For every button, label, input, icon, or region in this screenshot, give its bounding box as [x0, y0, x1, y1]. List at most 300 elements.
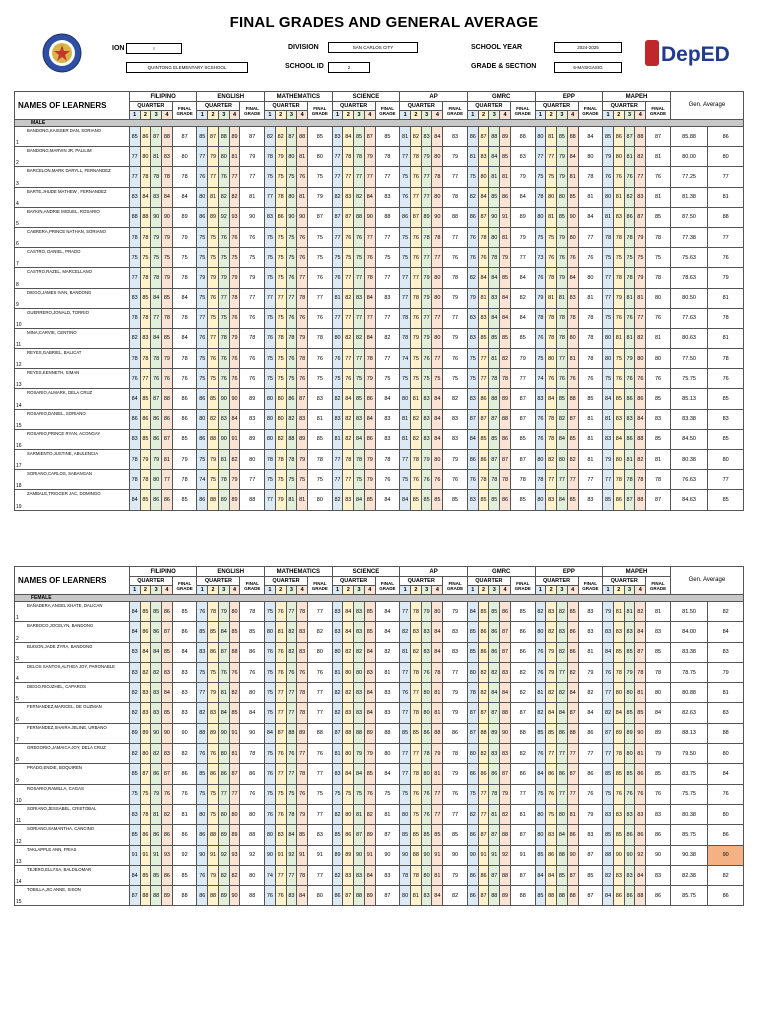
quarter-grade-cell[interactable]: 77 [546, 147, 557, 167]
quarter-grade-cell[interactable]: 77 [546, 470, 557, 490]
final-grade-cell[interactable]: 78 [443, 268, 468, 288]
final-grade-cell[interactable]: 81 [646, 187, 671, 207]
quarter-grade-cell[interactable]: 87 [467, 723, 478, 743]
quarter-grade-cell[interactable]: 85 [478, 602, 489, 622]
quarter-grade-cell[interactable]: 84 [354, 764, 365, 784]
final-grade-cell[interactable]: 82 [375, 328, 400, 348]
average-cell[interactable]: 81.38 [670, 187, 707, 207]
quarter-grade-cell[interactable]: 81 [354, 804, 365, 824]
final-grade-cell[interactable]: 81 [510, 804, 535, 824]
quarter-grade-cell[interactable]: 81 [400, 642, 411, 662]
final-grade-cell[interactable]: 83 [308, 389, 333, 409]
quarter-grade-cell[interactable]: 77 [410, 683, 421, 703]
quarter-grade-cell[interactable]: 78 [400, 308, 411, 328]
quarter-grade-cell[interactable]: 88 [208, 429, 219, 449]
quarter-grade-cell[interactable]: 87 [624, 127, 635, 147]
quarter-grade-cell[interactable]: 85 [129, 127, 140, 147]
quarter-grade-cell[interactable]: 82 [162, 804, 173, 824]
final-grade-cell[interactable]: 79 [240, 268, 265, 288]
quarter-grade-cell[interactable]: 82 [343, 683, 354, 703]
quarter-grade-cell[interactable]: 85 [229, 703, 240, 723]
quarter-grade-cell[interactable]: 76 [208, 349, 219, 369]
quarter-grade-cell[interactable]: 84 [364, 683, 375, 703]
quarter-grade-cell[interactable]: 87 [162, 429, 173, 449]
final-grade-cell[interactable]: 81 [646, 602, 671, 622]
quarter-grade-cell[interactable]: 93 [229, 845, 240, 865]
quarter-grade-cell[interactable]: 77 [354, 167, 365, 187]
quarter-grade-cell[interactable]: 82 [332, 490, 343, 510]
final-grade-cell[interactable]: 87 [510, 703, 535, 723]
quarter-grade-cell[interactable]: 78 [286, 450, 297, 470]
average-cell[interactable]: 80.00 [670, 147, 707, 167]
quarter-grade-cell[interactable]: 89 [218, 490, 229, 510]
quarter-grade-cell[interactable]: 82 [229, 865, 240, 885]
quarter-grade-cell[interactable]: 75 [275, 308, 286, 328]
quarter-grade-cell[interactable]: 75 [197, 227, 208, 247]
quarter-grade-cell[interactable]: 81 [229, 744, 240, 764]
quarter-grade-cell[interactable]: 77 [197, 147, 208, 167]
final-grade-cell[interactable]: 89 [510, 207, 535, 227]
final-grade-cell[interactable]: 82 [578, 683, 603, 703]
quarter-grade-cell[interactable]: 81 [546, 127, 557, 147]
quarter-grade-cell[interactable]: 88 [343, 723, 354, 743]
quarter-grade-cell[interactable]: 82 [218, 187, 229, 207]
quarter-grade-cell[interactable]: 88 [489, 886, 500, 906]
quarter-grade-cell[interactable]: 83 [129, 804, 140, 824]
quarter-grade-cell[interactable]: 80 [432, 328, 443, 348]
quarter-grade-cell[interactable]: 82 [332, 703, 343, 723]
quarter-grade-cell[interactable]: 86 [151, 409, 162, 429]
quarter-grade-cell[interactable]: 79 [432, 744, 443, 764]
quarter-grade-cell[interactable]: 90 [162, 723, 173, 743]
final-grade-cell[interactable]: 87 [308, 207, 333, 227]
quarter-grade-cell[interactable]: 84 [500, 683, 511, 703]
quarter-grade-cell[interactable]: 83 [332, 127, 343, 147]
quarter-grade-cell[interactable]: 88 [635, 886, 646, 906]
quarter-grade-cell[interactable]: 75 [218, 248, 229, 268]
quarter-grade-cell[interactable]: 87 [151, 127, 162, 147]
quarter-grade-cell[interactable]: 78 [535, 308, 546, 328]
quarter-grade-cell[interactable]: 79 [197, 268, 208, 288]
quarter-grade-cell[interactable]: 86 [478, 389, 489, 409]
quarter-grade-cell[interactable]: 75 [400, 227, 411, 247]
final-grade-cell[interactable]: 78 [443, 187, 468, 207]
quarter-grade-cell[interactable]: 90 [624, 845, 635, 865]
quarter-grade-cell[interactable]: 82 [546, 683, 557, 703]
school-id-field[interactable]: 2 [328, 62, 370, 73]
quarter-grade-cell[interactable]: 77 [275, 683, 286, 703]
quarter-grade-cell[interactable]: 78 [140, 804, 151, 824]
quarter-grade-cell[interactable]: 80 [343, 804, 354, 824]
quarter-grade-cell[interactable]: 85 [546, 723, 557, 743]
final-grade-cell[interactable]: 80 [240, 804, 265, 824]
quarter-grade-cell[interactable]: 84 [603, 389, 614, 409]
quarter-grade-cell[interactable]: 75 [535, 227, 546, 247]
quarter-grade-cell[interactable]: 86 [467, 764, 478, 784]
quarter-grade-cell[interactable]: 84 [400, 490, 411, 510]
quarter-grade-cell[interactable]: 80 [432, 602, 443, 622]
quarter-grade-cell[interactable]: 78 [218, 470, 229, 490]
quarter-grade-cell[interactable]: 88 [140, 886, 151, 906]
quarter-grade-cell[interactable]: 81 [286, 490, 297, 510]
final-grade-cell[interactable]: 90 [646, 845, 671, 865]
quarter-grade-cell[interactable]: 77 [129, 147, 140, 167]
average-cell[interactable]: 82.38 [670, 865, 707, 885]
quarter-grade-cell[interactable]: 80 [467, 744, 478, 764]
quarter-grade-cell[interactable]: 80 [197, 187, 208, 207]
quarter-grade-cell[interactable]: 88 [567, 886, 578, 906]
quarter-grade-cell[interactable]: 78 [286, 804, 297, 824]
quarter-grade-cell[interactable]: 84 [129, 602, 140, 622]
quarter-grade-cell[interactable]: 82 [354, 642, 365, 662]
quarter-grade-cell[interactable]: 78 [286, 328, 297, 348]
quarter-grade-cell[interactable]: 85 [478, 328, 489, 348]
quarter-grade-cell[interactable]: 76 [354, 227, 365, 247]
final-grade-cell[interactable]: 84 [510, 308, 535, 328]
final-grade-cell[interactable]: 83 [375, 187, 400, 207]
quarter-grade-cell[interactable]: 75 [208, 804, 219, 824]
quarter-grade-cell[interactable]: 76 [129, 369, 140, 389]
quarter-grade-cell[interactable]: 75 [286, 248, 297, 268]
quarter-grade-cell[interactable]: 84 [557, 490, 568, 510]
final-grade-cell[interactable]: 86 [510, 764, 535, 784]
quarter-grade-cell[interactable]: 82 [635, 602, 646, 622]
quarter-grade-cell[interactable]: 91 [275, 845, 286, 865]
quarter-grade-cell[interactable]: 79 [208, 268, 219, 288]
quarter-grade-cell[interactable]: 89 [229, 127, 240, 147]
quarter-grade-cell[interactable]: 75 [400, 369, 411, 389]
quarter-grade-cell[interactable]: 76 [197, 602, 208, 622]
quarter-grade-cell[interactable]: 85 [410, 723, 421, 743]
quarter-grade-cell[interactable]: 76 [535, 429, 546, 449]
quarter-grade-cell[interactable]: 78 [603, 227, 614, 247]
quarter-grade-cell[interactable]: 77 [400, 602, 411, 622]
quarter-grade-cell[interactable]: 86 [140, 409, 151, 429]
final-grade-cell[interactable]: 84 [646, 703, 671, 723]
final-grade-cell[interactable]: 77 [308, 703, 333, 723]
quarter-grade-cell[interactable]: 75 [208, 662, 219, 682]
quarter-grade-cell[interactable]: 81 [332, 662, 343, 682]
final-grade-cell[interactable]: 79 [578, 662, 603, 682]
final-grade-cell[interactable]: 83 [240, 409, 265, 429]
quarter-grade-cell[interactable]: 80 [421, 703, 432, 723]
quarter-grade-cell[interactable]: 86 [467, 865, 478, 885]
quarter-grade-cell[interactable]: 75 [400, 784, 411, 804]
final-grade-cell[interactable]: 77 [240, 470, 265, 490]
quarter-grade-cell[interactable]: 78 [421, 227, 432, 247]
quarter-grade-cell[interactable]: 84 [489, 308, 500, 328]
quarter-grade-cell[interactable]: 91 [297, 845, 308, 865]
final-grade-cell[interactable]: 86 [646, 825, 671, 845]
final-grade-cell[interactable]: 82 [510, 744, 535, 764]
final-grade-cell[interactable]: 86 [646, 886, 671, 906]
final-grade-cell[interactable]: 89 [172, 207, 197, 227]
quarter-grade-cell[interactable]: 81 [400, 127, 411, 147]
quarter-grade-cell[interactable]: 75 [265, 662, 276, 682]
quarter-grade-cell[interactable]: 80 [421, 683, 432, 703]
quarter-grade-cell[interactable]: 84 [567, 683, 578, 703]
quarter-grade-cell[interactable]: 76 [624, 308, 635, 328]
gen-average-cell[interactable]: 86 [708, 127, 744, 147]
quarter-grade-cell[interactable]: 86 [151, 622, 162, 642]
final-grade-cell[interactable]: 78 [240, 744, 265, 764]
quarter-grade-cell[interactable]: 85 [478, 429, 489, 449]
gen-average-cell[interactable]: 83 [708, 703, 744, 723]
quarter-grade-cell[interactable]: 81 [603, 207, 614, 227]
quarter-grade-cell[interactable]: 79 [624, 662, 635, 682]
final-grade-cell[interactable]: 79 [443, 147, 468, 167]
gen-average-cell[interactable]: 83 [708, 642, 744, 662]
quarter-grade-cell[interactable]: 90 [500, 723, 511, 743]
quarter-grade-cell[interactable]: 86 [557, 764, 568, 784]
quarter-grade-cell[interactable]: 81 [400, 429, 411, 449]
quarter-grade-cell[interactable]: 77 [478, 369, 489, 389]
quarter-grade-cell[interactable]: 83 [332, 764, 343, 784]
quarter-grade-cell[interactable]: 85 [151, 602, 162, 622]
quarter-grade-cell[interactable]: 85 [557, 127, 568, 147]
quarter-grade-cell[interactable]: 84 [286, 825, 297, 845]
final-grade-cell[interactable]: 87 [240, 127, 265, 147]
final-grade-cell[interactable]: 83 [443, 127, 468, 147]
quarter-grade-cell[interactable]: 83 [343, 490, 354, 510]
quarter-grade-cell[interactable]: 75 [546, 804, 557, 824]
quarter-grade-cell[interactable]: 89 [364, 886, 375, 906]
quarter-grade-cell[interactable]: 77 [297, 268, 308, 288]
quarter-grade-cell[interactable]: 76 [535, 268, 546, 288]
quarter-grade-cell[interactable]: 80 [432, 187, 443, 207]
final-grade-cell[interactable]: 84 [510, 268, 535, 288]
final-grade-cell[interactable]: 77 [375, 227, 400, 247]
quarter-grade-cell[interactable]: 86 [286, 389, 297, 409]
quarter-grade-cell[interactable]: 76 [218, 167, 229, 187]
quarter-grade-cell[interactable]: 77 [332, 308, 343, 328]
quarter-grade-cell[interactable]: 75 [603, 369, 614, 389]
final-grade-cell[interactable]: 82 [172, 744, 197, 764]
quarter-grade-cell[interactable]: 78 [140, 227, 151, 247]
final-grade-cell[interactable]: 85 [172, 602, 197, 622]
quarter-grade-cell[interactable]: 75 [535, 349, 546, 369]
quarter-grade-cell[interactable]: 84 [140, 642, 151, 662]
quarter-grade-cell[interactable]: 79 [635, 227, 646, 247]
quarter-grade-cell[interactable]: 77 [557, 784, 568, 804]
average-cell[interactable]: 80.88 [670, 683, 707, 703]
quarter-grade-cell[interactable]: 89 [500, 389, 511, 409]
quarter-grade-cell[interactable]: 86 [197, 429, 208, 449]
quarter-grade-cell[interactable]: 76 [400, 187, 411, 207]
quarter-grade-cell[interactable]: 82 [567, 450, 578, 470]
quarter-grade-cell[interactable]: 78 [613, 662, 624, 682]
quarter-grade-cell[interactable]: 76 [535, 744, 546, 764]
quarter-grade-cell[interactable]: 76 [286, 744, 297, 764]
quarter-grade-cell[interactable]: 90 [197, 845, 208, 865]
final-grade-cell[interactable]: 77 [443, 167, 468, 187]
quarter-grade-cell[interactable]: 76 [624, 784, 635, 804]
final-grade-cell[interactable]: 80 [240, 865, 265, 885]
final-grade-cell[interactable]: 87 [510, 865, 535, 885]
quarter-grade-cell[interactable]: 79 [162, 349, 173, 369]
quarter-grade-cell[interactable]: 86 [140, 825, 151, 845]
quarter-grade-cell[interactable]: 84 [489, 268, 500, 288]
final-grade-cell[interactable]: 85 [510, 429, 535, 449]
quarter-grade-cell[interactable]: 78 [432, 227, 443, 247]
quarter-grade-cell[interactable]: 83 [546, 825, 557, 845]
quarter-grade-cell[interactable]: 76 [613, 369, 624, 389]
quarter-grade-cell[interactable]: 82 [332, 187, 343, 207]
quarter-grade-cell[interactable]: 76 [557, 369, 568, 389]
final-grade-cell[interactable]: 82 [443, 389, 468, 409]
quarter-grade-cell[interactable]: 77 [364, 227, 375, 247]
quarter-grade-cell[interactable]: 79 [364, 369, 375, 389]
quarter-grade-cell[interactable]: 87 [489, 450, 500, 470]
quarter-grade-cell[interactable]: 78 [129, 349, 140, 369]
quarter-grade-cell[interactable]: 73 [535, 248, 546, 268]
quarter-grade-cell[interactable]: 82 [129, 744, 140, 764]
quarter-grade-cell[interactable]: 85 [489, 328, 500, 348]
quarter-grade-cell[interactable]: 85 [557, 389, 568, 409]
school-year-field[interactable]: 2024-2025 [554, 42, 622, 53]
quarter-grade-cell[interactable]: 80 [332, 642, 343, 662]
quarter-grade-cell[interactable]: 78 [613, 227, 624, 247]
final-grade-cell[interactable]: 84 [375, 602, 400, 622]
quarter-grade-cell[interactable]: 90 [364, 207, 375, 227]
quarter-grade-cell[interactable]: 78 [500, 470, 511, 490]
quarter-grade-cell[interactable]: 79 [421, 602, 432, 622]
quarter-grade-cell[interactable]: 85 [567, 429, 578, 449]
quarter-grade-cell[interactable]: 86 [500, 429, 511, 449]
final-grade-cell[interactable]: 77 [578, 470, 603, 490]
quarter-grade-cell[interactable]: 88 [286, 429, 297, 449]
quarter-grade-cell[interactable]: 75 [297, 470, 308, 490]
quarter-grade-cell[interactable]: 78 [635, 470, 646, 490]
average-cell[interactable]: 83.38 [670, 642, 707, 662]
quarter-grade-cell[interactable]: 82 [603, 865, 614, 885]
final-grade-cell[interactable]: 92 [172, 845, 197, 865]
quarter-grade-cell[interactable]: 88 [567, 723, 578, 743]
final-grade-cell[interactable]: 77 [510, 248, 535, 268]
quarter-grade-cell[interactable]: 75 [432, 369, 443, 389]
quarter-grade-cell[interactable]: 76 [297, 662, 308, 682]
quarter-grade-cell[interactable]: 84 [613, 703, 624, 723]
gen-average-cell[interactable]: 82 [708, 602, 744, 622]
quarter-grade-cell[interactable]: 78 [297, 602, 308, 622]
quarter-grade-cell[interactable]: 83 [151, 187, 162, 207]
quarter-grade-cell[interactable]: 86 [478, 865, 489, 885]
quarter-grade-cell[interactable]: 90 [432, 207, 443, 227]
quarter-grade-cell[interactable]: 77 [400, 147, 411, 167]
quarter-grade-cell[interactable]: 74 [535, 369, 546, 389]
final-grade-cell[interactable]: 77 [308, 865, 333, 885]
quarter-grade-cell[interactable]: 82 [343, 328, 354, 348]
final-grade-cell[interactable]: 78 [578, 349, 603, 369]
quarter-grade-cell[interactable]: 85 [400, 825, 411, 845]
quarter-grade-cell[interactable]: 79 [421, 328, 432, 348]
final-grade-cell[interactable]: 80 [646, 349, 671, 369]
quarter-grade-cell[interactable]: 78 [410, 147, 421, 167]
quarter-grade-cell[interactable]: 88 [208, 490, 219, 510]
quarter-grade-cell[interactable]: 86 [275, 207, 286, 227]
quarter-grade-cell[interactable]: 87 [151, 389, 162, 409]
quarter-grade-cell[interactable]: 84 [343, 622, 354, 642]
quarter-grade-cell[interactable]: 78 [546, 328, 557, 348]
quarter-grade-cell[interactable]: 90 [567, 845, 578, 865]
quarter-grade-cell[interactable]: 77 [297, 744, 308, 764]
quarter-grade-cell[interactable]: 78 [489, 470, 500, 490]
quarter-grade-cell[interactable]: 80 [613, 450, 624, 470]
quarter-grade-cell[interactable]: 84 [162, 187, 173, 207]
quarter-grade-cell[interactable]: 78 [275, 328, 286, 348]
quarter-grade-cell[interactable]: 83 [343, 703, 354, 723]
quarter-grade-cell[interactable]: 78 [624, 227, 635, 247]
quarter-grade-cell[interactable]: 86 [140, 127, 151, 147]
quarter-grade-cell[interactable]: 79 [421, 288, 432, 308]
quarter-grade-cell[interactable]: 81 [546, 207, 557, 227]
quarter-grade-cell[interactable]: 83 [343, 187, 354, 207]
quarter-grade-cell[interactable]: 74 [400, 349, 411, 369]
quarter-grade-cell[interactable]: 84 [343, 127, 354, 147]
quarter-grade-cell[interactable]: 84 [432, 429, 443, 449]
quarter-grade-cell[interactable]: 83 [354, 409, 365, 429]
quarter-grade-cell[interactable]: 76 [613, 784, 624, 804]
quarter-grade-cell[interactable]: 88 [603, 845, 614, 865]
quarter-grade-cell[interactable]: 79 [208, 147, 219, 167]
quarter-grade-cell[interactable]: 84 [129, 389, 140, 409]
quarter-grade-cell[interactable]: 76 [410, 784, 421, 804]
quarter-grade-cell[interactable]: 81 [613, 328, 624, 348]
quarter-grade-cell[interactable]: 76 [297, 784, 308, 804]
quarter-grade-cell[interactable]: 80 [286, 187, 297, 207]
quarter-grade-cell[interactable]: 83 [546, 602, 557, 622]
quarter-grade-cell[interactable]: 76 [265, 642, 276, 662]
quarter-grade-cell[interactable]: 88 [500, 703, 511, 723]
quarter-grade-cell[interactable]: 80 [400, 389, 411, 409]
quarter-grade-cell[interactable]: 85 [162, 703, 173, 723]
quarter-grade-cell[interactable]: 79 [275, 147, 286, 167]
average-cell[interactable]: 87.50 [670, 207, 707, 227]
quarter-grade-cell[interactable]: 86 [218, 764, 229, 784]
average-cell[interactable]: 85.13 [670, 389, 707, 409]
quarter-grade-cell[interactable]: 75 [343, 784, 354, 804]
quarter-grade-cell[interactable]: 75 [218, 308, 229, 328]
final-grade-cell[interactable]: 77 [240, 288, 265, 308]
quarter-grade-cell[interactable]: 81 [297, 187, 308, 207]
final-grade-cell[interactable]: 84 [375, 622, 400, 642]
quarter-grade-cell[interactable]: 77 [567, 744, 578, 764]
quarter-grade-cell[interactable]: 80 [343, 744, 354, 764]
quarter-grade-cell[interactable]: 76 [275, 662, 286, 682]
quarter-grade-cell[interactable]: 75 [275, 227, 286, 247]
quarter-grade-cell[interactable]: 84 [635, 409, 646, 429]
final-grade-cell[interactable]: 80 [578, 268, 603, 288]
quarter-grade-cell[interactable]: 78 [364, 268, 375, 288]
quarter-grade-cell[interactable]: 75 [275, 470, 286, 490]
quarter-grade-cell[interactable]: 83 [151, 683, 162, 703]
quarter-grade-cell[interactable]: 85 [208, 389, 219, 409]
quarter-grade-cell[interactable]: 86 [489, 622, 500, 642]
quarter-grade-cell[interactable]: 86 [635, 825, 646, 845]
quarter-grade-cell[interactable]: 90 [489, 207, 500, 227]
quarter-grade-cell[interactable]: 84 [567, 147, 578, 167]
quarter-grade-cell[interactable]: 83 [354, 288, 365, 308]
quarter-grade-cell[interactable]: 81 [624, 288, 635, 308]
quarter-grade-cell[interactable]: 80 [535, 207, 546, 227]
final-grade-cell[interactable]: 83 [308, 825, 333, 845]
quarter-grade-cell[interactable]: 81 [635, 288, 646, 308]
quarter-grade-cell[interactable]: 87 [500, 622, 511, 642]
quarter-grade-cell[interactable]: 80 [332, 328, 343, 348]
quarter-grade-cell[interactable]: 82 [557, 409, 568, 429]
quarter-grade-cell[interactable]: 76 [229, 369, 240, 389]
quarter-grade-cell[interactable]: 77 [567, 470, 578, 490]
